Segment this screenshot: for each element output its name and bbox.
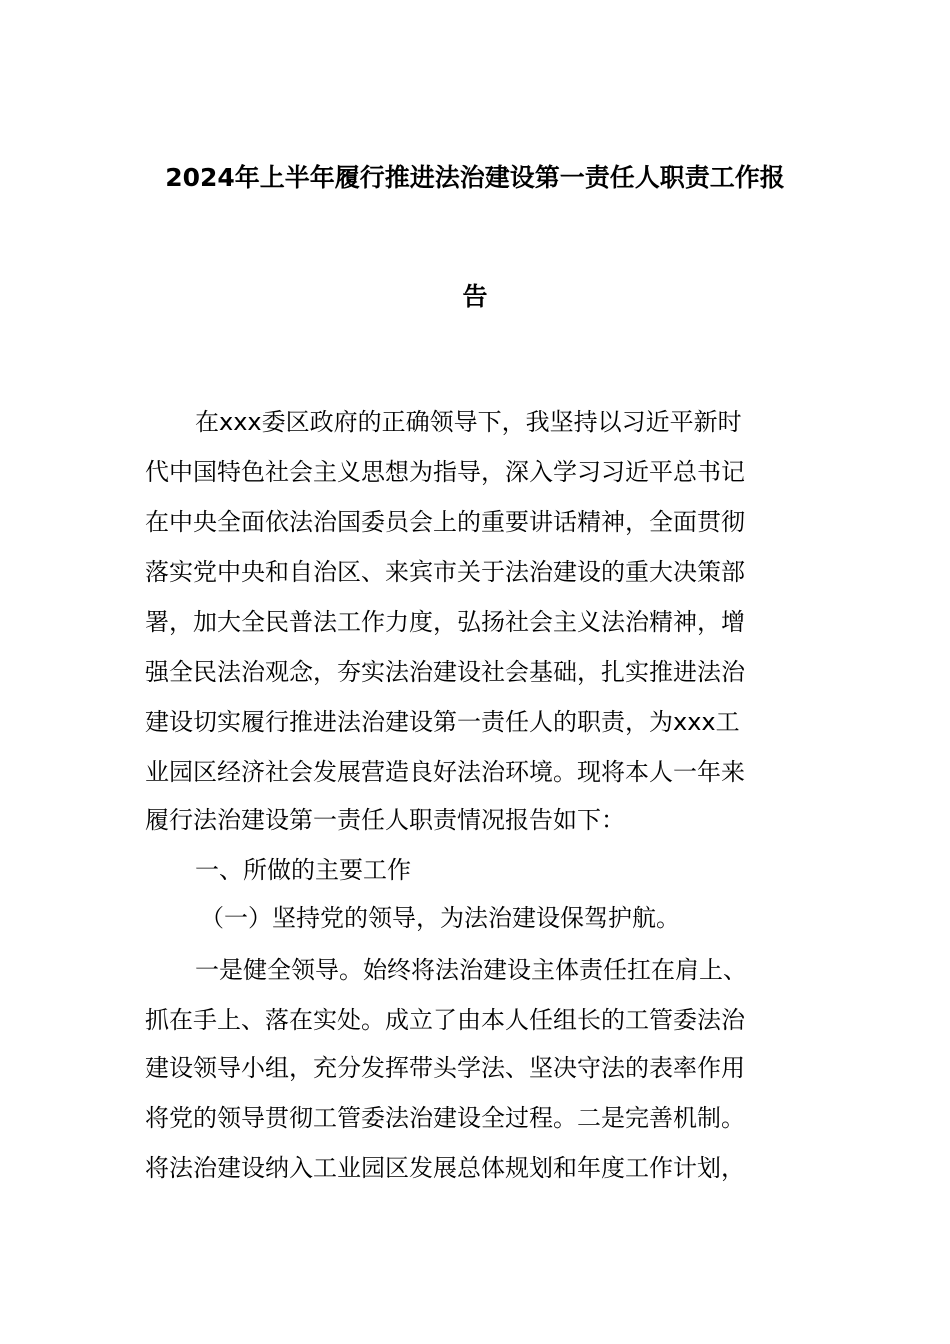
body-line-8: 业园区经济社会发展营造良好法治环境。现将本人一年来 [145,758,745,786]
body-line-13: 抓在手上、落在实处。成立了由本人任组长的工管委法治 [145,1006,745,1034]
body-line-2: 代中国特色社会主义思想为指导，深入学习习近平总书记 [145,458,745,486]
body-line-5: 署，加大全民普法工作力度，弘扬社会主义法治精神，增 [145,608,745,636]
body-line-14: 建设领导小组，充分发挥带头学法、坚决守法的表率作用 [145,1054,745,1082]
body-line-6: 强全民法治观念，夯实法治建设社会基础，扎实推进法治 [145,658,745,686]
document-title-line-2: 告 [462,282,488,311]
body-line-7: 建设切实履行推进法治建设第一责任人的职责，为xxx工 [145,708,740,736]
section-heading-1: 一、所做的主要工作 [195,856,411,884]
body-line-16: 将法治建设纳入工业园区发展总体规划和年度工作计划， [145,1154,745,1182]
subsection-heading-1: （一）坚持党的领导，为法治建设保驾护航。 [200,904,680,932]
document-title-line-1: 2024年上半年履行推进法治建设第一责任人职责工作报 [165,163,785,192]
body-line-3: 在中央全面依法治国委员会上的重要讲话精神，全面贯彻 [145,508,745,536]
body-line-1: 在xxx委区政府的正确领导下，我坚持以习近平新时 [195,408,742,436]
body-line-15: 将党的领导贯彻工管委法治建设全过程。二是完善机制。 [145,1104,745,1132]
body-line-12: 一是健全领导。始终将法治建设主体责任扛在肩上、 [195,956,747,984]
body-line-4: 落实党中央和自治区、来宾市关于法治建设的重大决策部 [145,558,745,586]
body-line-9: 履行法治建设第一责任人职责情况报告如下： [145,806,625,834]
